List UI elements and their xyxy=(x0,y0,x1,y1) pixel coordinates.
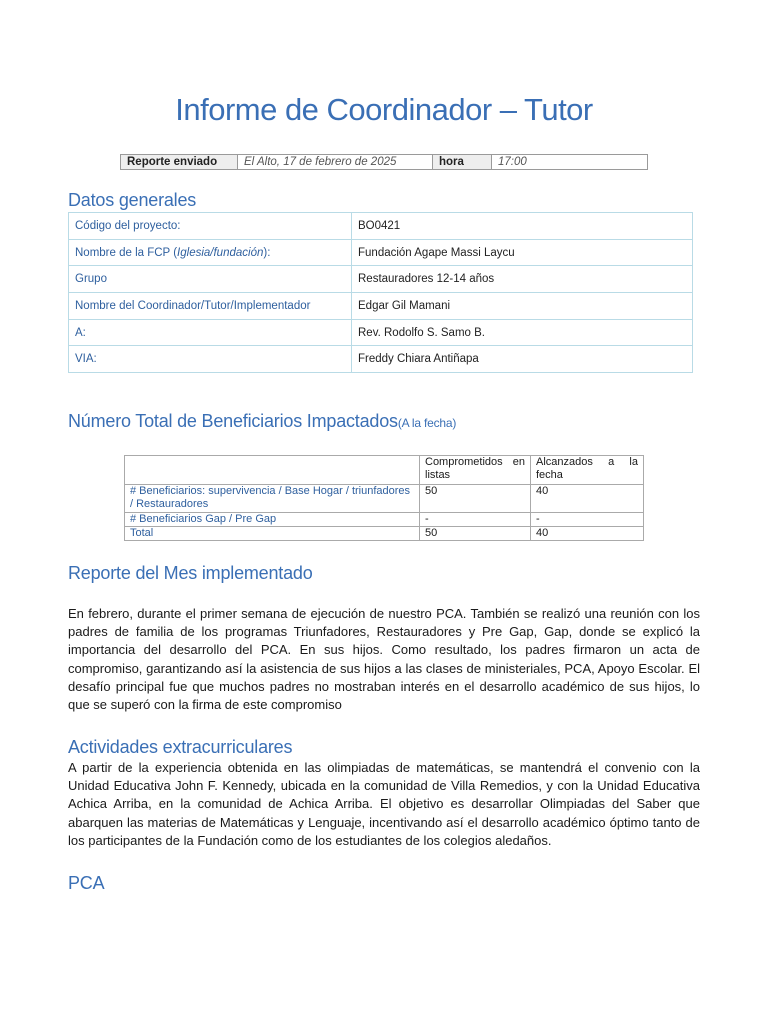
hour-label: hora xyxy=(433,155,492,170)
via-value: Freddy Chiara Antiñapa xyxy=(352,346,693,373)
actividades-heading: Actividades extracurriculares xyxy=(68,737,293,757)
beneficiarios-gap-label: # Beneficiarios Gap / Pre Gap xyxy=(125,513,420,527)
to-value: Rev. Rodolfo S. Samo B. xyxy=(352,319,693,346)
to-label: A: xyxy=(69,319,352,346)
total-label: Total xyxy=(125,527,420,541)
coordinator-value: Edgar Gil Mamani xyxy=(352,293,693,320)
datos-generales-heading: Datos generales xyxy=(68,190,197,210)
total-committed: 50 xyxy=(420,527,531,541)
actividades-paragraph: A partir de la experiencia obtenida en las olimpiadas de matemáticas, se mantendrá el convenio con la Unidad Educativa John F. Kennedy, ubicada en la comunidad de Villa Remedios, y con la Unidad Educativa Achica Arriba, en la comunidad de Achica Arriba. El objetivo es desarrollar Olimpiadas del Saber que abarquen las materias de Matemáticas y Lenguaje, incentivando así el desarrollo académico óptimo tanto de los participantes de la Fundación como de los estudiantes de los colegios aledaños. xyxy=(68,760,700,848)
fcp-name-label xyxy=(69,239,352,266)
empty-header-cell xyxy=(125,456,420,485)
pca-heading: PCA xyxy=(68,873,105,893)
fcp-label-em: Iglesia/fundación xyxy=(177,246,264,259)
datos-generales-table xyxy=(68,212,693,373)
beneficiarios-gap-reached: - xyxy=(531,513,644,527)
table-row xyxy=(69,346,693,373)
fcp-name-value: Fundación Agape Massi Laycu xyxy=(352,239,693,266)
report-sent-label: Reporte enviado xyxy=(121,155,238,170)
report-sent-table xyxy=(120,154,648,170)
table-row xyxy=(125,513,644,527)
table-row xyxy=(125,527,644,541)
fcp-label-pre: Nombre de la FCP ( xyxy=(75,246,178,259)
beneficiarios-main-reached: 40 xyxy=(531,485,644,513)
report-sent-row xyxy=(121,155,648,170)
group-label: Grupo xyxy=(69,266,352,293)
fcp-label-post: ): xyxy=(263,246,271,259)
table-row xyxy=(69,239,693,266)
report-sent-date: El Alto, 17 de febrero de 2025 xyxy=(238,155,433,170)
beneficiarios-main-label: # Beneficiarios: supervivencia / Base Hogar / triunfadores / Restauradores xyxy=(125,485,420,513)
table-row xyxy=(69,266,693,293)
group-value: Restauradores 12-14 años xyxy=(352,266,693,293)
committed-header: Comprometidos en listas xyxy=(420,456,531,485)
table-row xyxy=(125,485,644,513)
via-label: VIA: xyxy=(69,346,352,373)
table-header-row xyxy=(125,456,644,485)
table-row xyxy=(69,293,693,320)
reporte-mes-heading: Reporte del Mes implementado xyxy=(68,563,313,583)
beneficiarios-table xyxy=(124,455,644,541)
project-code-label: Código del proyecto: xyxy=(69,213,352,240)
reporte-mes-paragraph: En febrero, durante el primer semana de ejecución de nuestro PCA. También se realizó una reunión con los padres de familia de los programas Triunfadores, Restauradores y Pre Gap, Gap, donde se explicó la importancia del desarrollo del PCA. En sus hijos. Como resultado, los padres firmaron un acta de compromiso, garantizando así la asistencia de sus hijos a las clases de ministeriales, PCA, Apoyo Escolar. El desafío principal fue que muchos padres no mostraban interés en el desarrollo académico de sus hijos, lo que se superó con la firma de este compromiso xyxy=(68,606,700,713)
project-code-value: BO0421 xyxy=(352,213,693,240)
beneficiarios-heading-note: (A la fecha) xyxy=(397,416,457,430)
reached-header: Alcanzados a la fecha xyxy=(531,456,644,485)
total-reached: 40 xyxy=(531,527,644,541)
table-row xyxy=(69,319,693,346)
beneficiarios-heading xyxy=(68,411,456,432)
beneficiarios-gap-committed: - xyxy=(420,513,531,527)
table-row xyxy=(69,213,693,240)
page-title: Informe de Coordinador – Tutor xyxy=(175,92,593,127)
hour-value: 17:00 xyxy=(492,155,648,170)
coordinator-label: Nombre del Coordinador/Tutor/Implementador xyxy=(69,293,352,320)
beneficiarios-heading-text: Número Total de Beneficiarios Impactados xyxy=(68,411,398,431)
beneficiarios-main-committed: 50 xyxy=(420,485,531,513)
